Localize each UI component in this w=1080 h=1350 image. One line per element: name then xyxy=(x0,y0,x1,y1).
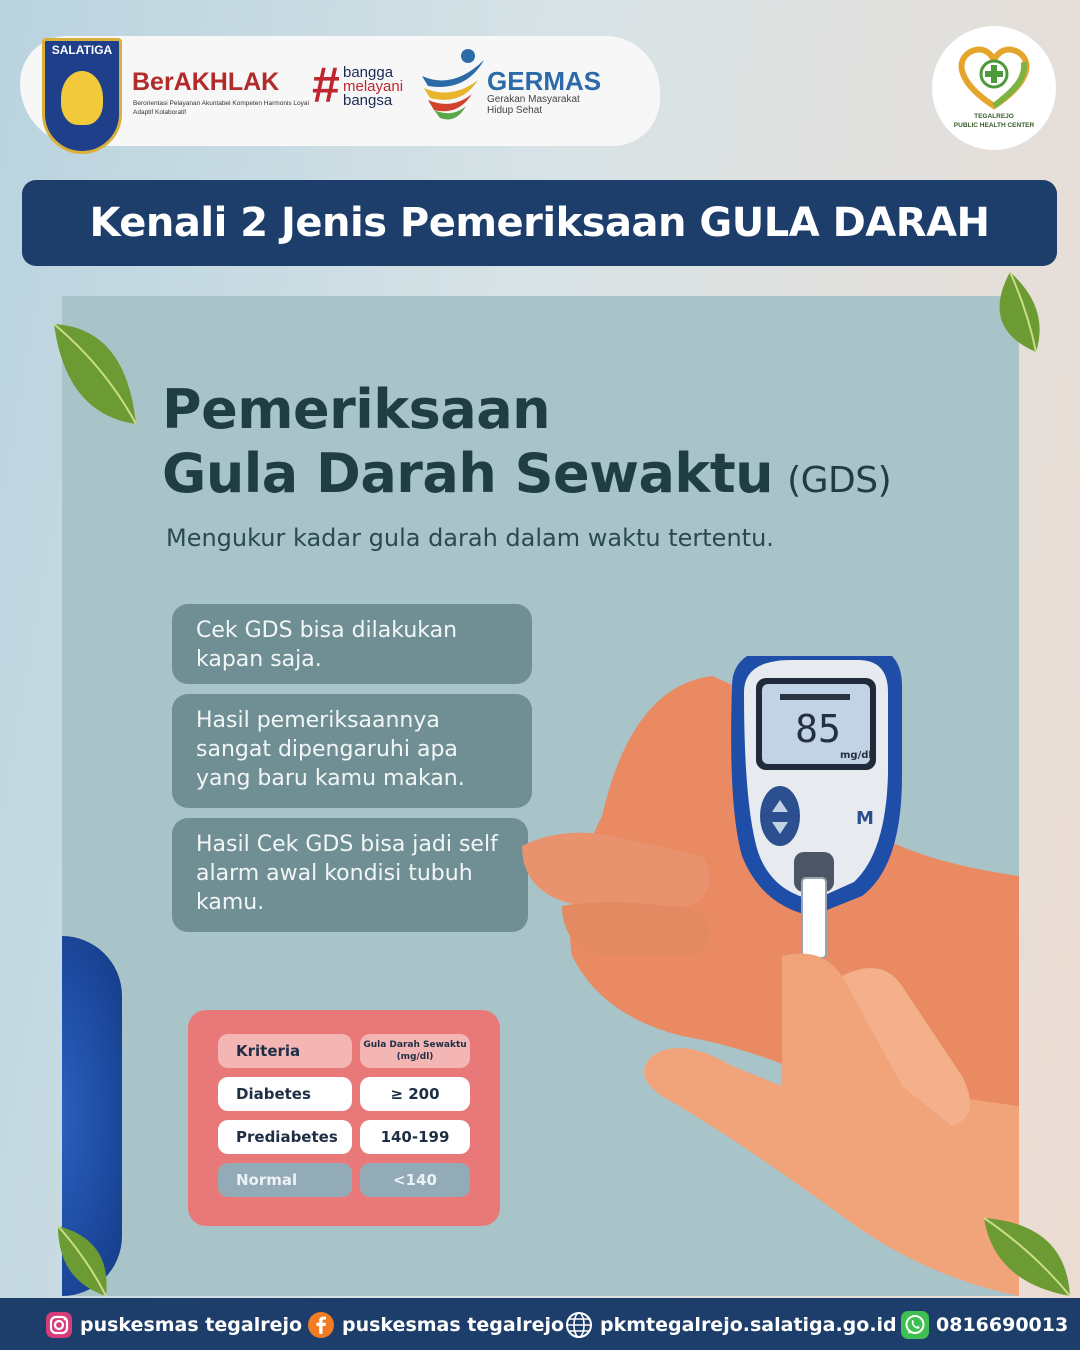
meter-button-m: M xyxy=(856,808,874,829)
table-cell-criteria: Normal xyxy=(218,1163,352,1197)
table-cell-criteria: Prediabetes xyxy=(218,1120,352,1154)
facebook-handle: puskesmas tegalrejo xyxy=(342,1314,565,1336)
table-cell-value: 140-199 xyxy=(360,1120,470,1154)
puskesmas-sub: PUBLIC HEALTH CENTER xyxy=(953,122,1035,129)
heart-cross-icon xyxy=(950,40,1038,112)
title-bar xyxy=(22,180,1057,266)
card-subtitle: Mengukur kadar gula darah dalam waktu tertentu. xyxy=(166,524,774,552)
glucose-meter-illustration xyxy=(482,656,1019,1296)
info-bubble: Cek GDS bisa dilakukan kapan saja. xyxy=(172,604,532,684)
germas-logo-icon xyxy=(418,46,488,124)
gds-info-card xyxy=(62,296,1019,1296)
whatsapp-number: 0816690013 xyxy=(936,1314,1069,1336)
heading-line1: Pemeriksaan xyxy=(162,378,551,441)
footer-instagram[interactable] xyxy=(44,1310,302,1340)
footer-facebook[interactable] xyxy=(306,1310,564,1340)
footer-website[interactable] xyxy=(564,1310,897,1340)
berakhlak-logo: BerAKHLAK xyxy=(132,68,280,96)
bangga-line3: bangsa xyxy=(343,92,393,109)
heading-line2-text: Gula Darah Sewaktu xyxy=(162,442,774,505)
puskesmas-badge-text xyxy=(932,112,1056,130)
germas-tagline: Gerakan Masyarakat Hidup Sehat xyxy=(487,94,580,116)
whatsapp-icon xyxy=(900,1310,930,1340)
leaf-icon xyxy=(980,268,1044,356)
berakhlak-tagline: Berorientasi Pelayanan Akuntabel Kompeten Harmonis Loyal Adaptif Kolaboratif xyxy=(133,100,309,116)
instagram-icon xyxy=(44,1310,74,1340)
globe-icon xyxy=(564,1310,594,1340)
meter-reading: 85 xyxy=(795,707,841,751)
emblem-icon xyxy=(61,71,103,125)
meter-unit: mg/dl xyxy=(840,750,872,761)
leaf-icon xyxy=(52,1220,114,1300)
website-url: pkmtegalrejo.salatiga.go.id xyxy=(600,1314,897,1336)
puskesmas-name: TEGALREJO xyxy=(974,113,1014,120)
bangga-line2: melayani xyxy=(343,78,404,95)
leaf-icon xyxy=(46,318,142,430)
footer-bar xyxy=(0,1298,1080,1350)
salatiga-emblem xyxy=(42,38,122,154)
info-bubble: Hasil pemeriksaannya sangat dipengaruhi apa yang baru kamu makan. xyxy=(172,694,532,808)
puskesmas-badge xyxy=(932,26,1056,150)
heading-line2 xyxy=(162,442,891,513)
bangga-melayani-logo xyxy=(343,66,423,108)
card-heading xyxy=(162,378,891,513)
facebook-icon xyxy=(306,1310,336,1340)
leaf-icon xyxy=(978,1212,1074,1300)
table-cell-value: <140 xyxy=(360,1163,470,1197)
table-header-gds: Gula Darah Sewaktu (mg/dl) xyxy=(360,1034,470,1068)
heading-abbr: (GDS) xyxy=(787,460,892,501)
table-cell-criteria: Diabetes xyxy=(218,1077,352,1111)
table-cell-value: ≥ 200 xyxy=(360,1077,470,1111)
hashtag-icon: # xyxy=(312,57,340,113)
info-bubble: Hasil Cek GDS bisa jadi self alarm awal kondisi tubuh kamu. xyxy=(172,818,528,932)
criteria-table xyxy=(188,1010,500,1226)
bangga-line1: bangga xyxy=(343,64,394,81)
instagram-handle: puskesmas tegalrejo xyxy=(80,1314,303,1336)
germas-logo-text: GERMAS xyxy=(487,66,602,96)
footer-whatsapp[interactable] xyxy=(900,1310,1068,1340)
table-header-kriteria: Kriteria xyxy=(218,1034,352,1068)
city-label: SALATIGA xyxy=(51,43,113,57)
page-title: Kenali 2 Jenis Pemeriksaan GULA DARAH xyxy=(89,200,990,246)
